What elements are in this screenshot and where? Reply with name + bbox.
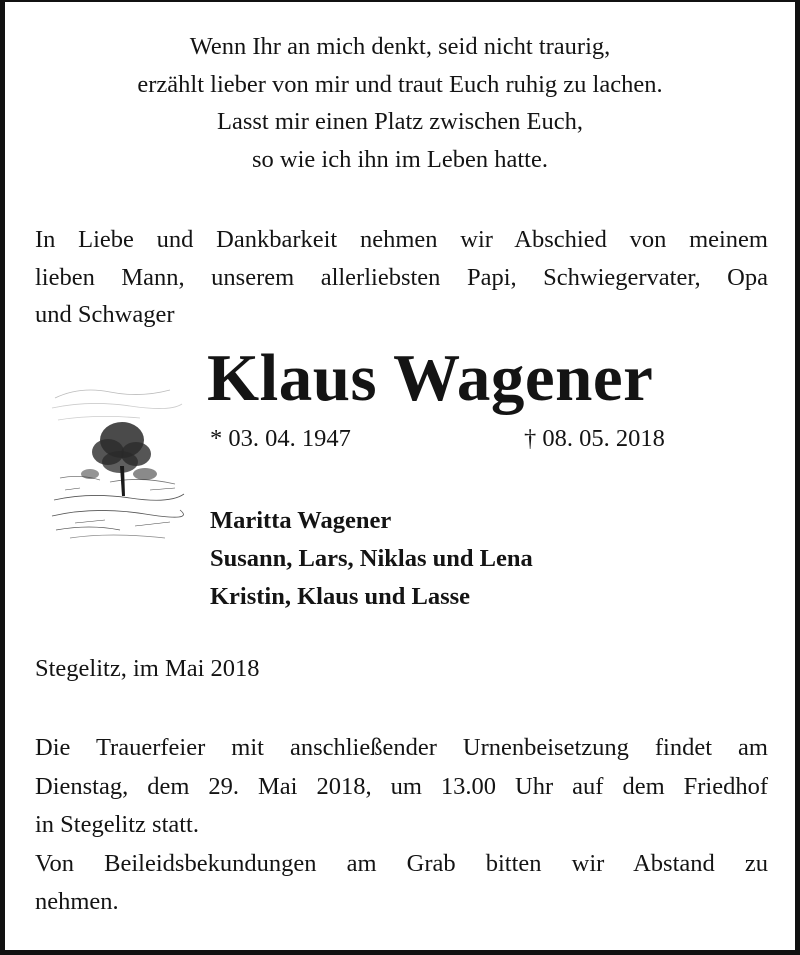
mourners-list [210,502,533,616]
funeral-line: Von Beileidsbekundungen am Grab bitten wir Abstand zu [35,849,768,877]
mourner-name: Kristin, Klaus und Lasse [210,583,471,610]
death-date: † 08. 05. 2018 [524,425,665,452]
memorial-poem [0,28,800,178]
poem-line: erzählt lieber von mir und traut Euch ruhig zu lachen. [137,70,663,98]
funeral-line: nehmen. [35,888,119,915]
mourner-name: Susann, Lars, Niklas und Lena [210,545,533,572]
poem-line: Lasst mir einen Platz zwischen Euch, [216,108,584,135]
intro-line: und Schwager [35,301,175,328]
place-date: Stegelitz, im Mai 2018 [35,655,260,682]
funeral-line: in Stegelitz statt. [35,811,199,838]
funeral-line: Dienstag, dem 29. Mai 2018, um 13.00 Uhr auf dem Friedhof [35,772,768,800]
intro-line: In Liebe und Dankbarkeit nehmen wir Abschied von meinem [35,226,768,253]
deceased-name: Klaus Wagener [207,341,654,415]
intro-line: lieben Mann, unserem allerliebsten Papi, Schwiegervater, Opa [35,263,768,291]
tree-landscape-icon [50,378,185,548]
funeral-line: Die Trauerfeier mit anschließender Urnenbeisetzung findet am [35,734,768,761]
poem-line: so wie ich ihn im Leben hatte. [252,145,548,173]
farewell-intro [35,221,768,334]
birth-date: * 03. 04. 1947 [210,425,351,452]
poem-line: Wenn Ihr an mich denkt, seid nicht traurig, [189,33,611,60]
funeral-info [35,729,768,922]
mourner-name: Maritta Wagener [210,507,392,534]
